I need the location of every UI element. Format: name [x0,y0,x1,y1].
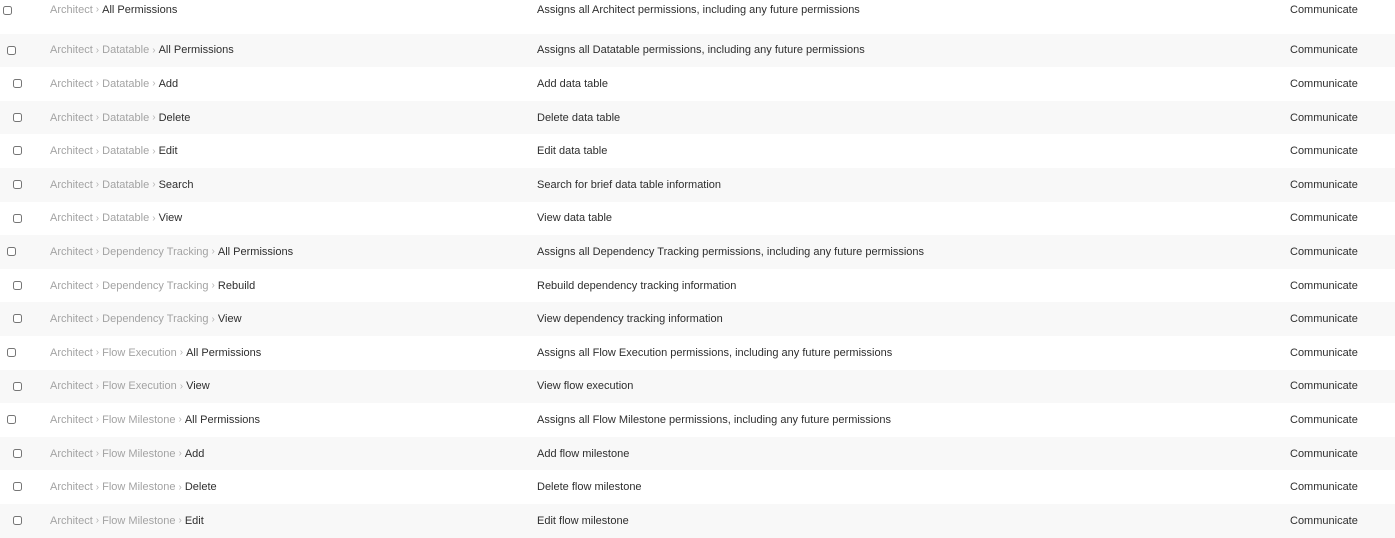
permission-name [50,202,182,236]
permission-name [50,504,204,538]
row-checkbox[interactable] [13,113,22,122]
permission-name [50,302,242,336]
table-row [0,34,1395,68]
table-row [0,437,1395,471]
permission-description: Delete flow milestone [537,481,642,494]
permission-crumb: Architect [50,44,93,57]
permission-leaf: Add [184,447,205,460]
permission-description: Delete data table [537,111,621,124]
permission-crumb: Architect [50,4,93,16]
row-checkbox[interactable] [13,382,22,391]
row-checkbox[interactable] [13,146,22,155]
chevron-right-icon: › [152,179,156,191]
permission-description: Assigns all Architect permissions, including any future permissions [537,4,860,16]
permission-description: View data table [537,212,613,225]
permission-name [50,101,190,135]
permission-division: Communicate [1290,514,1358,527]
table-row [0,134,1395,168]
permission-name [50,168,193,202]
permission-name [50,403,260,437]
chevron-right-icon: › [152,112,156,124]
chevron-right-icon: › [95,4,100,15]
table-row [0,67,1395,101]
permission-crumb: Architect [50,245,93,258]
row-checkbox[interactable] [13,449,22,458]
row-checkbox[interactable] [7,348,16,357]
permission-division: Communicate [1290,313,1358,326]
permission-crumb: Dependency Tracking [102,313,209,326]
permission-leaf: Delete [158,111,191,124]
table-row [0,370,1395,404]
permission-description: Assigns all Flow Milestone permissions, including any future permissions [537,413,891,426]
permission-crumb: Architect [50,279,93,292]
permission-leaf: All Permissions [217,245,294,258]
permission-leaf: All Permissions [186,346,262,359]
permission-division: Communicate [1290,44,1358,57]
permission-division: Communicate [1290,481,1358,494]
chevron-right-icon: › [211,313,215,325]
permission-name [50,470,217,504]
chevron-right-icon: › [178,515,182,527]
permission-description: Assigns all Flow Execution permissions, including any future permissions [537,346,893,359]
permission-name [50,134,178,168]
permission-crumb: Architect [50,145,93,158]
permission-division: Communicate [1290,111,1358,124]
permission-crumb: Datatable [102,145,150,158]
table-row [0,101,1395,135]
row-checkbox[interactable] [7,247,16,256]
row-checkbox[interactable] [13,516,22,525]
row-checkbox[interactable] [13,314,22,323]
permission-name [50,437,204,471]
permission-division: Communicate [1290,4,1358,16]
table-row [0,336,1395,370]
chevron-right-icon: › [95,313,100,325]
permission-crumb: Architect [50,212,93,225]
permission-leaf: All Permissions [158,44,234,57]
permission-description: Search for brief data table information [537,178,722,191]
permission-name [50,34,234,68]
chevron-right-icon: › [178,448,182,460]
chevron-right-icon: › [211,246,215,258]
chevron-right-icon: › [152,212,156,224]
permission-name [50,370,210,404]
row-checkbox[interactable] [13,214,22,223]
chevron-right-icon: › [95,246,100,258]
permission-division: Communicate [1290,346,1358,359]
permission-description: Rebuild dependency tracking information [537,279,737,292]
permission-crumb: Architect [50,380,93,393]
chevron-right-icon: › [179,347,184,359]
permission-leaf: View [186,380,210,393]
permission-crumb: Dependency Tracking [102,279,209,292]
row-checkbox[interactable] [7,415,16,424]
permission-crumb: Architect [50,447,93,460]
chevron-right-icon: › [178,414,182,426]
table-row [0,202,1395,236]
chevron-right-icon: › [95,280,100,292]
permission-crumb: Dependency Tracking [102,245,209,258]
permission-division: Communicate [1290,212,1358,225]
table-row [0,302,1395,336]
chevron-right-icon: › [152,78,156,90]
permission-description: View dependency tracking information [537,313,723,326]
permission-leaf: View [217,313,242,326]
table-row [0,403,1395,437]
permission-crumb: Datatable [102,212,150,225]
row-checkbox[interactable] [13,180,22,189]
permission-division: Communicate [1290,145,1358,158]
chevron-right-icon: › [95,44,100,56]
permission-name [50,0,177,34]
permission-name [50,67,178,101]
permission-name [50,235,293,269]
permission-name [50,269,255,303]
permission-crumb: Flow Execution [102,346,177,359]
chevron-right-icon: › [95,414,100,426]
table-row [0,504,1395,538]
permission-crumb: Architect [50,481,93,494]
chevron-right-icon: › [211,280,215,292]
permission-crumb: Datatable [102,178,150,191]
permission-crumb: Datatable [102,44,150,57]
permission-crumb: Flow Milestone [102,481,176,494]
row-checkbox[interactable] [13,281,22,290]
chevron-right-icon: › [95,112,100,124]
permission-crumb: Datatable [102,111,150,124]
permission-description: Edit data table [537,145,608,158]
chevron-right-icon: › [152,145,156,157]
permission-crumb: Architect [50,77,93,90]
permission-description: Assigns all Dependency Tracking permissions, including any future permissions [537,245,925,258]
permission-division: Communicate [1290,413,1358,426]
permission-crumb: Flow Milestone [102,413,176,426]
permission-description: Add flow milestone [537,447,630,460]
table-row [0,168,1395,202]
table-row [0,470,1395,504]
permission-description: View flow execution [537,380,634,393]
row-checkbox[interactable] [13,79,22,88]
permission-division: Communicate [1290,178,1358,191]
permission-leaf: Search [158,178,194,191]
permission-leaf: All Permissions [102,4,178,16]
permission-division: Communicate [1290,279,1358,292]
chevron-right-icon: › [95,481,100,493]
permission-leaf: Add [158,77,179,90]
permission-crumb: Datatable [102,77,150,90]
row-checkbox[interactable] [3,6,12,15]
permission-leaf: All Permissions [184,413,261,426]
row-checkbox[interactable] [7,46,16,55]
permission-crumb: Flow Execution [102,380,177,393]
chevron-right-icon: › [95,515,100,527]
permission-description: Add data table [537,77,608,90]
permission-crumb: Architect [50,413,93,426]
permission-division: Communicate [1290,245,1358,258]
permission-leaf: Rebuild [217,279,256,292]
table-row [0,269,1395,303]
permission-crumb: Architect [50,313,93,326]
permission-name [50,336,261,370]
permission-division: Communicate [1290,447,1358,460]
permission-crumb: Flow Milestone [102,447,176,460]
permission-leaf: Delete [184,481,217,494]
permission-description: Assigns all Datatable permissions, including any future permissions [537,44,865,57]
chevron-right-icon: › [179,380,184,392]
permission-crumb: Architect [50,346,93,359]
chevron-right-icon: › [95,179,100,191]
permission-crumb: Architect [50,178,93,191]
row-checkbox[interactable] [13,482,22,491]
chevron-right-icon: › [95,380,100,392]
chevron-right-icon: › [95,448,100,460]
permission-crumb: Architect [50,514,93,527]
chevron-right-icon: › [95,347,100,359]
permission-crumb: Architect [50,111,93,124]
chevron-right-icon: › [152,44,156,56]
chevron-right-icon: › [95,78,100,90]
table-row [0,0,1395,34]
permission-leaf: Edit [184,514,204,527]
chevron-right-icon: › [95,212,100,224]
permission-description: Edit flow milestone [537,514,629,527]
permission-division: Communicate [1290,380,1358,393]
chevron-right-icon: › [95,145,100,157]
permission-division: Communicate [1290,77,1358,90]
table-row [0,235,1395,269]
permission-crumb: Flow Milestone [102,514,176,527]
chevron-right-icon: › [178,481,182,493]
permission-leaf: Edit [158,145,178,158]
permission-leaf: View [158,212,183,225]
